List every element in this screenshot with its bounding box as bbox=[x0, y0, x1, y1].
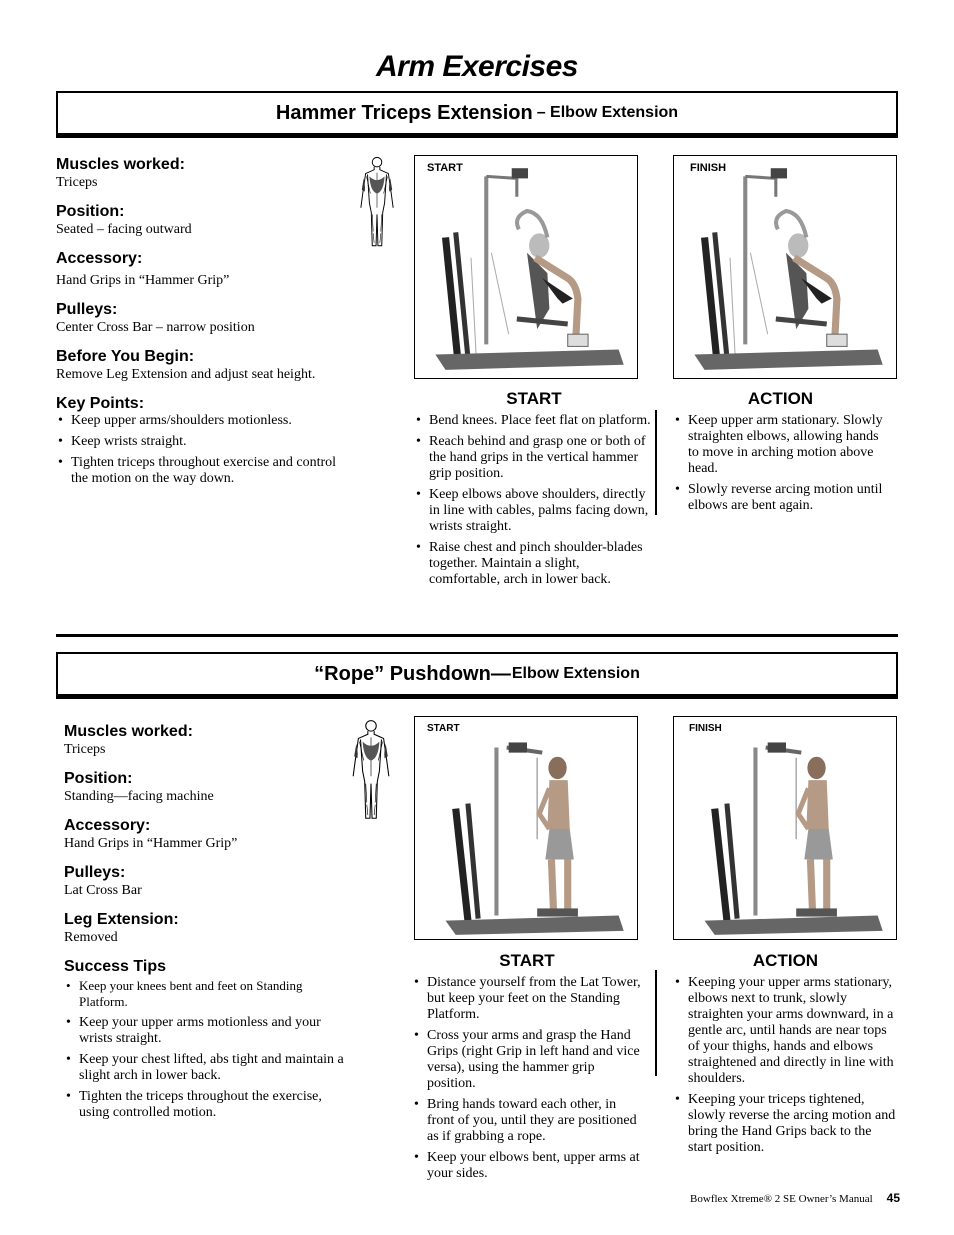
list-item: • Bend knees. Place feet flat on platform. bbox=[414, 413, 654, 429]
section-header-hammer-triceps bbox=[56, 91, 898, 135]
section-divider bbox=[56, 634, 898, 637]
column-divider bbox=[655, 970, 657, 1076]
section-title: Hammer Triceps Extension bbox=[275, 101, 533, 124]
section-subtitle: – Elbow Extension bbox=[536, 104, 679, 121]
muscles-label: Muscles worked: bbox=[56, 156, 185, 173]
start-column-hammer bbox=[414, 389, 654, 593]
photo-tag: FINISH bbox=[690, 162, 727, 174]
tips-label: Success Tips bbox=[64, 958, 166, 975]
exercise-info-rope bbox=[64, 723, 348, 1126]
list-item: • Cross your arms and grasp the Hand Grips (right Grip in left hand and vice versa), using the hammer grip position. bbox=[412, 1028, 642, 1092]
manual-name: Bowflex Xtreme® 2 SE Owner’s Manual bbox=[690, 1193, 873, 1205]
list-item: • Reach behind and grasp one or both of the hand grips in the vertical hammer grip position. bbox=[414, 434, 654, 482]
photo-finish-hammer bbox=[673, 155, 897, 379]
list-item: • Tighten the triceps throughout the exercise, using controlled motion. bbox=[64, 1089, 348, 1121]
column-divider bbox=[655, 410, 657, 515]
photo-tag: FINISH bbox=[689, 723, 722, 734]
list-item: • Keep upper arm stationary. Slowly straighten elbows, allowing hands to move in arching motion above head. bbox=[673, 413, 888, 477]
list-item: • Keep upper arms/shoulders motionless. bbox=[56, 413, 346, 429]
accessory-label: Accessory: bbox=[56, 250, 143, 267]
photo-start-rope bbox=[414, 716, 638, 940]
page-footer bbox=[690, 1191, 900, 1205]
keypoints-label: Key Points: bbox=[56, 395, 145, 412]
action-column-rope bbox=[673, 951, 898, 1161]
photo-finish-rope bbox=[673, 716, 897, 940]
list-item: • Keep wrists straight. bbox=[56, 434, 346, 450]
muscles-value: Triceps bbox=[64, 742, 106, 757]
before-label: Before You Begin: bbox=[56, 348, 195, 365]
start-heading: START bbox=[499, 951, 555, 970]
position-value: Standing—facing machine bbox=[64, 789, 214, 804]
list-item: • Tighten triceps throughout exercise and control the motion on the way down. bbox=[56, 455, 346, 487]
start-list bbox=[412, 975, 642, 1182]
start-column-rope bbox=[412, 951, 642, 1187]
page-title: Arm Exercises bbox=[376, 50, 578, 83]
legext-value: Removed bbox=[64, 930, 118, 945]
section-title: “Rope” Pushdown— bbox=[314, 662, 511, 685]
list-item: • Keep your chest lifted, abs tight and maintain a slight arch in lower back. bbox=[64, 1052, 348, 1084]
action-column-hammer bbox=[673, 389, 888, 519]
before-value: Remove Leg Extension and adjust seat height. bbox=[56, 367, 316, 382]
muscles-label: Muscles worked: bbox=[64, 723, 193, 740]
muscle-anatomy-icon bbox=[350, 715, 392, 827]
exercise-photo-image bbox=[674, 156, 897, 379]
list-item: • Slowly reverse arcing motion until elbows are bent again. bbox=[673, 482, 888, 514]
list-item: • Keep your knees bent and feet on Standing Platform. bbox=[64, 978, 348, 1010]
exercise-photo-image bbox=[415, 156, 638, 379]
legext-label: Leg Extension: bbox=[64, 911, 179, 928]
start-heading: START bbox=[506, 389, 562, 408]
list-item: • Distance yourself from the Lat Tower, but keep your feet on the Standing Platform. bbox=[412, 975, 642, 1023]
list-item: • Keep your elbows bent, upper arms at your sides. bbox=[412, 1150, 642, 1182]
action-list bbox=[673, 413, 888, 514]
position-label: Position: bbox=[56, 203, 125, 220]
exercise-photo-image bbox=[415, 717, 638, 940]
exercise-info-hammer bbox=[56, 156, 346, 492]
pulleys-value: Lat Cross Bar bbox=[64, 883, 142, 898]
pulleys-label: Pulleys: bbox=[64, 864, 126, 881]
accessory-label: Accessory: bbox=[64, 817, 151, 834]
action-heading: ACTION bbox=[752, 951, 819, 970]
muscles-value: Triceps bbox=[56, 175, 98, 190]
action-list bbox=[673, 975, 898, 1156]
tips-list bbox=[64, 978, 348, 1121]
list-item: • Keep elbows above shoulders, directly in line with cables, palms facing down, wrists straight. bbox=[414, 487, 654, 535]
section-subtitle: Elbow Extension bbox=[511, 665, 640, 682]
section-header-rope-pushdown bbox=[56, 652, 898, 696]
list-item: • Bring hands toward each other, in front of you, until they are positioned as if grabbing a rope. bbox=[412, 1097, 642, 1145]
accessory-value: Hand Grips in “Hammer Grip” bbox=[64, 836, 238, 851]
muscle-anatomy-icon bbox=[358, 155, 396, 251]
pulleys-label: Pulleys: bbox=[56, 301, 118, 318]
photo-tag: START bbox=[427, 723, 460, 734]
list-item: • Raise chest and pinch shoulder-blades together. Maintain a slight, comfortable, arch in lower back. bbox=[414, 540, 654, 588]
accessory-value: Hand Grips in “Hammer Grip” bbox=[56, 273, 230, 288]
photo-tag: START bbox=[427, 162, 463, 174]
list-item: • Keeping your upper arms stationary, elbows next to trunk, slowly straighten your arms downward, in a gentle arc, until hands are near tops of your thighs, hands and elbows straightened and directly in line with shoulders. bbox=[673, 975, 898, 1087]
page-number: 45 bbox=[886, 1191, 900, 1205]
pulleys-value: Center Cross Bar – narrow position bbox=[56, 320, 255, 335]
position-value: Seated – facing outward bbox=[56, 222, 192, 237]
position-label: Position: bbox=[64, 770, 133, 787]
photo-start-hammer bbox=[414, 155, 638, 379]
action-heading: ACTION bbox=[747, 389, 814, 408]
list-item: • Keep your upper arms motionless and your wrists straight. bbox=[64, 1015, 348, 1047]
list-item: • Keeping your triceps tightened, slowly reverse the arcing motion and bring the Hand Grips back to the start position. bbox=[673, 1092, 898, 1156]
start-list bbox=[414, 413, 654, 588]
exercise-photo-image bbox=[674, 717, 897, 940]
keypoints-list bbox=[56, 413, 346, 487]
